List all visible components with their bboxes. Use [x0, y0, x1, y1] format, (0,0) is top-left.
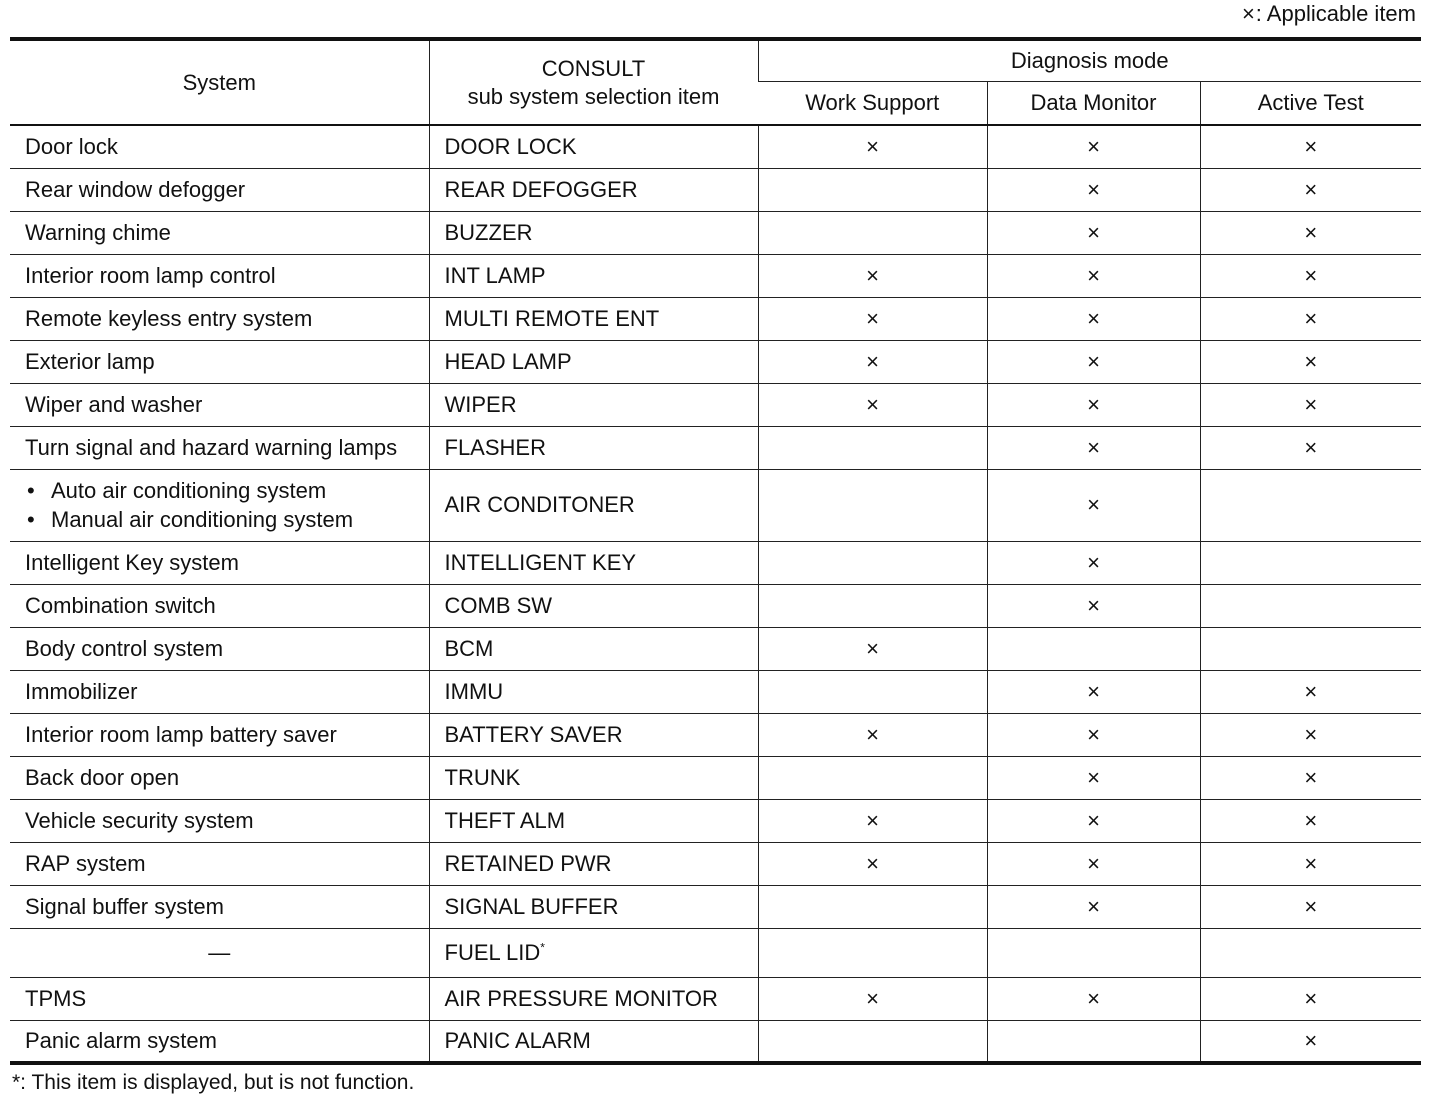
active-test-mark: ×	[1200, 799, 1421, 842]
consult-item-cell	[429, 541, 758, 584]
header-consult-line1: CONSULT	[541, 55, 646, 81]
system-cell	[10, 756, 429, 799]
active-test-mark: ×	[1200, 756, 1421, 799]
table-row	[10, 541, 1421, 584]
work-support-mark: ×	[758, 842, 987, 885]
system-cell	[10, 584, 429, 627]
system-name: Panic alarm system	[25, 1027, 217, 1053]
active-test-mark: ×	[1200, 670, 1421, 713]
system-cell	[10, 426, 429, 469]
table-row	[10, 469, 1421, 541]
consult-item-cell	[429, 584, 758, 627]
work-support-mark: ×	[758, 627, 987, 670]
consult-item: REAR DEFOGGER	[444, 176, 638, 202]
consult-item-cell	[429, 383, 758, 426]
header-data-monitor: Data Monitor	[987, 81, 1200, 125]
consult-item-cell	[429, 842, 758, 885]
consult-item: MULTI REMOTE ENT	[444, 305, 660, 331]
system-name: Exterior lamp	[25, 348, 155, 374]
system-bullet-item	[25, 476, 429, 505]
system-name: Wiper and washer	[25, 391, 203, 417]
table-row	[10, 977, 1421, 1020]
system-cell	[10, 469, 429, 541]
work-support-mark	[758, 584, 987, 627]
system-bullet-list	[25, 476, 429, 534]
consult-item-cell	[429, 426, 758, 469]
system-cell	[10, 211, 429, 254]
active-test-mark: ×	[1200, 885, 1421, 928]
consult-item: AIR CONDITONER	[444, 492, 635, 517]
legend-text: : Applicable item	[1255, 1, 1416, 26]
consult-item: BCM	[444, 635, 494, 661]
data-monitor-mark: ×	[987, 756, 1200, 799]
data-monitor-mark: ×	[987, 340, 1200, 383]
consult-item: PANIC ALARM	[444, 1027, 591, 1053]
system-name: Back door open	[25, 764, 180, 790]
consult-item: TRUNK	[444, 764, 521, 790]
system-cell	[10, 670, 429, 713]
table-row	[10, 340, 1421, 383]
system-name: TPMS	[25, 985, 87, 1011]
system-name: Auto air conditioning system	[51, 478, 327, 503]
consult-item: SIGNAL BUFFER	[444, 893, 619, 919]
work-support-mark	[758, 426, 987, 469]
work-support-mark	[758, 670, 987, 713]
consult-item-cell	[429, 469, 758, 541]
system-name: Immobilizer	[25, 678, 138, 704]
work-support-mark	[758, 1020, 987, 1063]
table-row	[10, 254, 1421, 297]
active-test-mark: ×	[1200, 340, 1421, 383]
system-cell	[10, 541, 429, 584]
table-row	[10, 842, 1421, 885]
system-cell	[10, 627, 429, 670]
data-monitor-mark: ×	[987, 168, 1200, 211]
work-support-mark: ×	[758, 340, 987, 383]
data-monitor-mark: ×	[987, 977, 1200, 1020]
system-cell	[10, 977, 429, 1020]
data-monitor-mark: ×	[987, 254, 1200, 297]
consult-item: HEAD LAMP	[444, 348, 572, 374]
work-support-mark: ×	[758, 383, 987, 426]
consult-item-cell	[429, 799, 758, 842]
system-cell	[10, 340, 429, 383]
consult-item: FUEL LID	[444, 939, 541, 965]
system-bullet-item	[25, 505, 429, 534]
table-row	[10, 1020, 1421, 1063]
system-cell	[10, 125, 429, 168]
data-monitor-mark: ×	[987, 842, 1200, 885]
consult-item: THEFT ALM	[444, 807, 566, 833]
system-cell	[10, 254, 429, 297]
system-name: Remote keyless entry system	[25, 305, 313, 331]
consult-item: COMB SW	[444, 592, 553, 618]
consult-item: WIPER	[444, 391, 517, 417]
data-monitor-mark: ×	[987, 426, 1200, 469]
table-row	[10, 168, 1421, 211]
data-monitor-mark: ×	[987, 584, 1200, 627]
consult-item-cell	[429, 211, 758, 254]
system-name: Interior room lamp control	[25, 262, 276, 288]
table-row	[10, 756, 1421, 799]
active-test-mark: ×	[1200, 977, 1421, 1020]
consult-item-cell	[429, 756, 758, 799]
table-row	[10, 584, 1421, 627]
table-row	[10, 928, 1421, 977]
consult-item-cell	[429, 168, 758, 211]
data-monitor-mark: ×	[987, 670, 1200, 713]
work-support-mark: ×	[758, 125, 987, 168]
table-row	[10, 383, 1421, 426]
table-row	[10, 125, 1421, 168]
header-active-test: Active Test	[1200, 81, 1421, 125]
active-test-mark: ×	[1200, 297, 1421, 340]
work-support-mark: ×	[758, 799, 987, 842]
header-consult	[429, 39, 758, 125]
consult-item: IMMU	[444, 678, 504, 704]
work-support-mark	[758, 541, 987, 584]
work-support-mark	[758, 885, 987, 928]
active-test-mark: ×	[1200, 426, 1421, 469]
active-test-mark	[1200, 928, 1421, 977]
consult-item-cell	[429, 1020, 758, 1063]
data-monitor-mark: ×	[987, 297, 1200, 340]
consult-item: DOOR LOCK	[444, 133, 577, 159]
data-monitor-mark	[987, 627, 1200, 670]
work-support-mark	[758, 168, 987, 211]
data-monitor-mark	[987, 928, 1200, 977]
system-name: Signal buffer system	[25, 893, 224, 919]
system-cell	[10, 799, 429, 842]
system-name: Rear window defogger	[25, 176, 246, 202]
consult-item: INTELLIGENT KEY	[444, 549, 637, 575]
system-name: RAP system	[25, 850, 146, 876]
footnote-asterisk: *	[540, 940, 545, 955]
work-support-mark: ×	[758, 713, 987, 756]
consult-item-cell	[429, 928, 758, 977]
consult-item-cell	[429, 713, 758, 756]
system-cell	[10, 842, 429, 885]
table-row	[10, 627, 1421, 670]
legend-mark: ×	[1241, 1, 1255, 26]
active-test-mark	[1200, 541, 1421, 584]
data-monitor-mark: ×	[987, 469, 1200, 541]
consult-item: FLASHER	[444, 434, 546, 460]
consult-item: RETAINED PWR	[444, 850, 612, 876]
system-name: Warning chime	[25, 219, 171, 245]
consult-item-cell	[429, 340, 758, 383]
active-test-mark: ×	[1200, 125, 1421, 168]
table-row	[10, 297, 1421, 340]
system-name: Intelligent Key system	[25, 549, 239, 575]
work-support-mark: ×	[758, 977, 987, 1020]
system-name: —	[208, 939, 231, 965]
table-row	[10, 713, 1421, 756]
system-name: Body control system	[25, 635, 224, 661]
header-diagnosis-mode: Diagnosis mode	[758, 39, 1421, 81]
work-support-mark	[758, 469, 987, 541]
data-monitor-mark: ×	[987, 885, 1200, 928]
header-consult-line2: sub system selection item	[467, 83, 720, 109]
system-name: Interior room lamp battery saver	[25, 721, 337, 747]
system-cell	[10, 1020, 429, 1063]
system-name: Manual air conditioning system	[51, 507, 354, 532]
table-row	[10, 211, 1421, 254]
active-test-mark: ×	[1200, 168, 1421, 211]
applicable-item-legend	[1242, 0, 1416, 28]
data-monitor-mark: ×	[987, 383, 1200, 426]
data-monitor-mark: ×	[987, 713, 1200, 756]
system-cell	[10, 713, 429, 756]
work-support-mark: ×	[758, 254, 987, 297]
data-monitor-mark	[987, 1020, 1200, 1063]
active-test-mark	[1200, 627, 1421, 670]
system-name: Turn signal and hazard warning lamps	[25, 434, 398, 460]
table-row	[10, 426, 1421, 469]
consult-item: BATTERY SAVER	[444, 721, 623, 747]
consult-item: BUZZER	[444, 219, 533, 245]
work-support-mark: ×	[758, 297, 987, 340]
system-name: Vehicle security system	[25, 807, 254, 833]
work-support-mark	[758, 756, 987, 799]
work-support-mark	[758, 928, 987, 977]
consult-item-cell	[429, 670, 758, 713]
header-system: System	[182, 69, 256, 95]
active-test-mark: ×	[1200, 842, 1421, 885]
active-test-mark	[1200, 584, 1421, 627]
consult-item-cell	[429, 297, 758, 340]
consult-item-cell	[429, 977, 758, 1020]
diagnosis-mode-table	[10, 37, 1421, 1065]
system-cell	[10, 168, 429, 211]
system-cell	[10, 297, 429, 340]
table-body	[10, 125, 1421, 1063]
header-work-support: Work Support	[758, 81, 987, 125]
data-monitor-mark: ×	[987, 541, 1200, 584]
bullet-dot: •	[27, 478, 35, 503]
consult-item: AIR PRESSURE MONITOR	[444, 985, 718, 1011]
data-monitor-mark: ×	[987, 799, 1200, 842]
system-cell	[10, 885, 429, 928]
active-test-mark: ×	[1200, 254, 1421, 297]
consult-item-cell	[429, 627, 758, 670]
table-row	[10, 885, 1421, 928]
table-row	[10, 670, 1421, 713]
active-test-mark: ×	[1200, 713, 1421, 756]
data-monitor-mark: ×	[987, 211, 1200, 254]
active-test-mark: ×	[1200, 1020, 1421, 1063]
work-support-mark	[758, 211, 987, 254]
active-test-mark	[1200, 469, 1421, 541]
system-cell	[10, 928, 429, 977]
active-test-mark: ×	[1200, 211, 1421, 254]
data-monitor-mark: ×	[987, 125, 1200, 168]
bullet-dot: •	[27, 507, 35, 532]
system-name: Door lock	[25, 133, 118, 159]
consult-item-cell	[429, 125, 758, 168]
footnote: *: This item is displayed, but is not function.	[12, 1071, 415, 1094]
consult-item-cell	[429, 885, 758, 928]
system-cell	[10, 383, 429, 426]
consult-item-cell	[429, 254, 758, 297]
active-test-mark: ×	[1200, 383, 1421, 426]
system-name: Combination switch	[25, 592, 216, 618]
consult-item: INT LAMP	[444, 262, 546, 288]
table-row	[10, 799, 1421, 842]
